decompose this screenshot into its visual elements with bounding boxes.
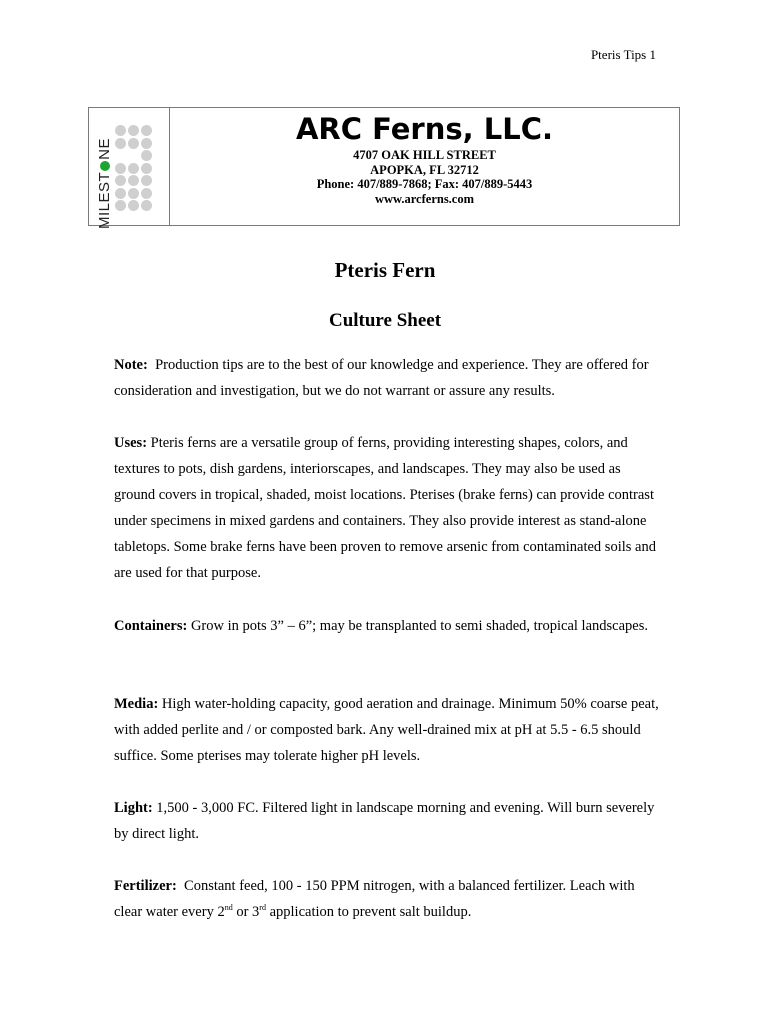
logo-text-right: NE [96, 137, 113, 160]
fertilizer-text-c: application to prevent salt buildup. [265, 904, 472, 920]
company-name: ARC Ferns, LLC. [295, 112, 554, 146]
fertilizer-section [114, 873, 659, 925]
containers-section [114, 613, 659, 639]
logo-dot [128, 188, 139, 199]
logo-dot [141, 188, 152, 199]
media-text: High water-holding capacity, good aeration and drainage. Minimum 50% coarse peat, with added perlite and / or composted bark. Any well-drained mix at pH at 5.5 - 6.5 should suffice. Some pterises may tolerate higher pH levels. [114, 696, 659, 764]
light-section [114, 795, 659, 847]
logo-dot [115, 188, 126, 199]
logo-dot [141, 125, 152, 136]
logo-text-left: MILEST [96, 171, 113, 229]
logo-dot [128, 175, 139, 186]
logo-dot [128, 138, 139, 149]
logo-dot [141, 163, 152, 174]
company-city: APOPKA, FL 32712 [370, 162, 479, 177]
company-info [170, 108, 679, 225]
fertilizer-text-a: Constant feed, 100 - 150 PPM nitrogen, with a balanced fertilizer. Leach with clear water every 2 [114, 878, 635, 920]
company-website: www.arcferns.com [374, 191, 475, 206]
fertilizer-sup-a: nd [224, 903, 233, 912]
note-text: Production tips are to the best of our knowledge and experience. They are offered for consideration and investigation, but we do not warrant or assure any results. [114, 357, 649, 399]
logo-dot [115, 125, 126, 136]
page-header: Pteris Tips 1 [590, 47, 656, 62]
light-label: Light: [114, 800, 153, 816]
logo-dot [115, 163, 126, 174]
dot-grid-icon [115, 125, 155, 210]
logo-dot [128, 125, 139, 136]
uses-label: Uses: [114, 435, 148, 451]
logo-dot [141, 138, 152, 149]
note-section [114, 352, 659, 404]
logo-dot [128, 200, 139, 211]
logo-dot [141, 200, 152, 211]
note-label: Note: [114, 357, 148, 373]
media-section [114, 691, 659, 769]
logo-dot [141, 150, 152, 161]
green-dot-icon [100, 161, 110, 171]
logo-dot [115, 175, 126, 186]
fertilizer-sup-b: rd [259, 903, 266, 912]
uses-text: Pteris ferns are a versatile group of ferns, providing interesting shapes, colors, and textures to pots, dish gardens, interiorscapes, and landscapes. They may also be used as ground covers in tropical, shaded, moist locations. Pterises (brake ferns) can provide contrast under specimens in mixed gardens and containers. They also provide interest as stand-alone tabletops. Some brake ferns have been proven to remove arsenic from contaminated soils and are used for that purpose. [114, 435, 656, 581]
document-title: Pteris Fern [334, 258, 436, 282]
fertilizer-text-b: or 3 [232, 904, 260, 920]
fertilizer-label: Fertilizer: [114, 878, 177, 894]
media-label: Media: [114, 696, 159, 712]
uses-section [114, 430, 659, 586]
containers-text: Grow in pots 3” – 6”; may be transplanted to semi shaded, tropical landscapes. [190, 618, 648, 634]
milestone-logo [89, 108, 170, 229]
light-text: 1,500 - 3,000 FC. Filtered light in landscape morning and evening. Will burn severely by direct light. [114, 800, 655, 842]
company-phone-fax: Phone: 407/889-7868; Fax: 407/889-5443 [316, 177, 533, 191]
logo-dot [128, 163, 139, 174]
logo-dot [141, 175, 152, 186]
containers-label: Containers: [114, 618, 188, 634]
letterhead [88, 107, 680, 229]
company-street: 4707 OAK HILL STREET [353, 148, 496, 162]
logo-dot [115, 200, 126, 211]
document-subtitle: Culture Sheet [328, 310, 442, 331]
logo-wordmark [96, 138, 113, 229]
logo-dot [115, 138, 126, 149]
